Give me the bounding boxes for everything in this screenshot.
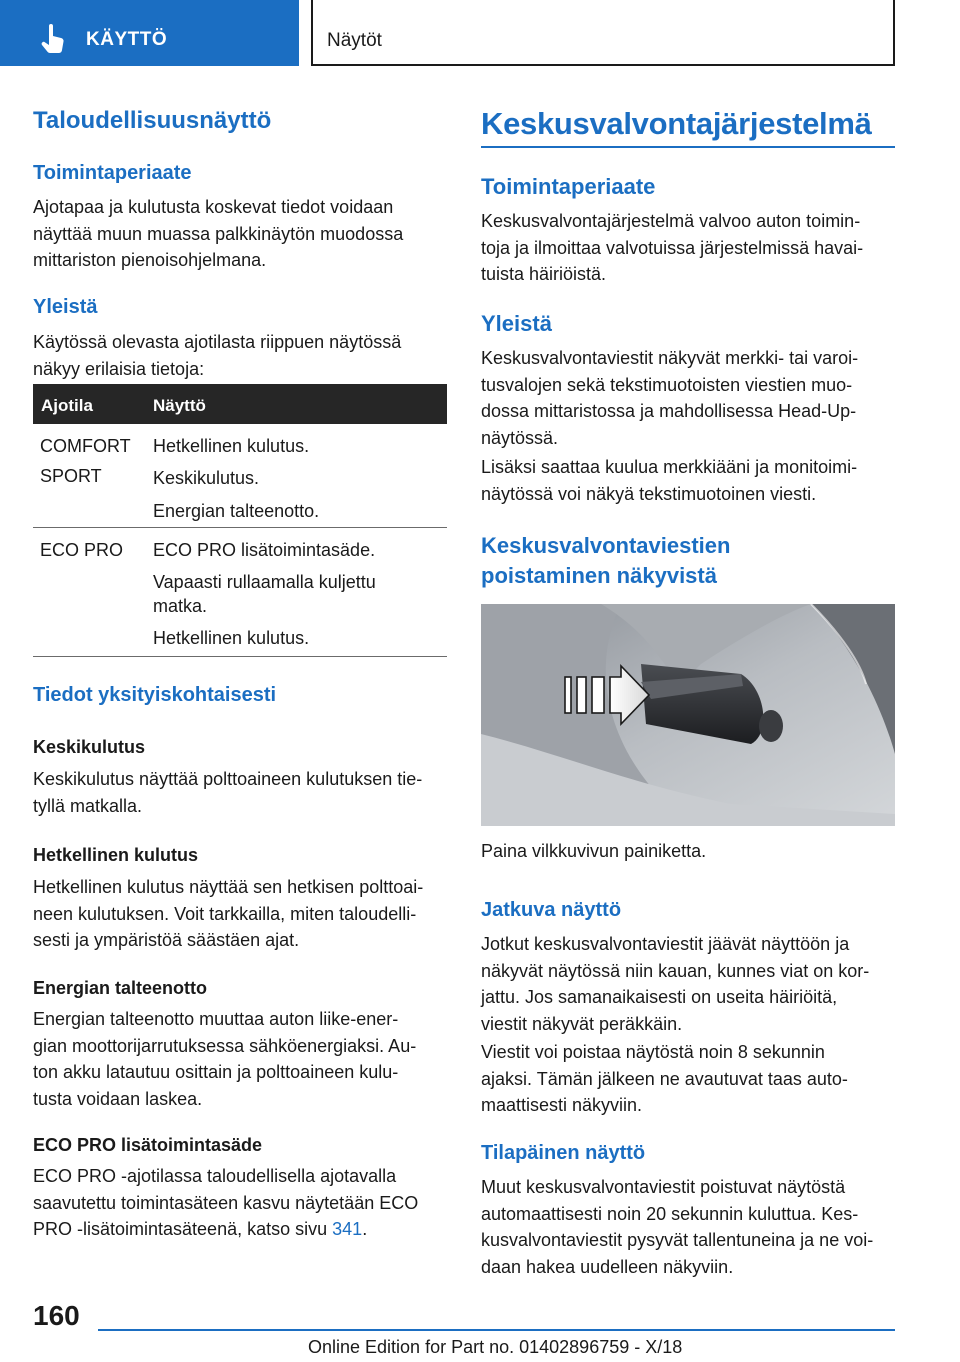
turn-signal-lever-image — [481, 604, 895, 826]
chapter-box — [311, 0, 895, 66]
subheading-recovery: Energian talteenotto — [33, 978, 208, 998]
section-tab[interactable] — [0, 0, 299, 66]
general-text: Käytössä olevasta ajotilasta riippuen näytössä näkyy erilaisia tietoja: — [33, 332, 402, 379]
display-cell: Hetkellinen kulutus. — [153, 628, 310, 648]
principle-text: Keskusvalvontajärjestelmä valvoo auton toimin- toja ja ilmoittaa valvotuissa järjestelmissä havai- tuista häiriöistä. — [481, 211, 864, 284]
temporary-text: Muut keskusvalvontaviestit poistuvat näytöstä automaattisesti noin 20 sekunnin kuluttua. Kes- kusvalvontaviestit pysyvät tallentuneina ja ne voi- daan hakea uudelleen näkyviin. — [481, 1177, 874, 1277]
recovery-text: Energian talteenotto muuttaa auton liike-ener- gian moottorijarrutuksessa sähköenergiaksi. Au- ton akku latautuu osittain ja polttoaineen kulu- tusta voidaan laskea. — [33, 1009, 417, 1109]
continuous-text-2: Viestit voi poistaa näytöstä noin 8 sekunnin ajaksi. Tämän jälkeen ne avautuvat taas auto- maattisesti näkyviin. — [481, 1042, 848, 1115]
average-text: Keskikulutus näyttää polttoaineen kulutuksen tie- tyllä matkalla. — [33, 769, 423, 816]
heading-general: Yleistä — [481, 311, 552, 336]
edition-text: Online Edition for Part no. 01402896759 - X/18 — [308, 1337, 683, 1357]
page-header — [0, 0, 960, 68]
heading-general: Yleistä — [33, 296, 98, 318]
table-divider — [33, 527, 447, 528]
mode-cell: COMFORT — [40, 436, 131, 456]
subheading-average: Keskikulutus — [33, 737, 146, 757]
display-cell: Vapaasti rullaamalla kuljettu — [153, 572, 376, 592]
section-title-economy: Taloudellisuusnäyttö — [33, 107, 272, 134]
display-cell: ECO PRO lisätoimintasäde. — [153, 540, 376, 560]
mode-cell: ECO PRO — [40, 540, 124, 560]
hand-pointer-icon — [40, 24, 66, 54]
title-underline — [481, 146, 895, 148]
footer-rule — [98, 1329, 895, 1331]
table-header — [33, 384, 447, 424]
heading-temporary: Tilapäinen näyttö — [481, 1142, 646, 1164]
general-text-2: Lisäksi saattaa kuulua merkkiääni ja monitoimi- näytössä voi näkyä tekstimuotoinen viesti. — [481, 457, 858, 504]
subheading-eco-pro: ECO PRO lisätoimintasäde — [33, 1135, 263, 1155]
image-caption: Paina vilkkuvivun painiketta. — [481, 841, 707, 861]
continuous-text-1: Jotkut keskusvalvontaviestit jäävät näyttöön ja näkyvät näytössä niin kauan, kunnes viat on kor- jattu. Jos samanaikaisesti on useita häiriöitä, viestit näkyvät peräkkäin. — [481, 934, 870, 1034]
column-header-mode: Ajotila — [41, 396, 93, 415]
display-cell: Keskikulutus. — [153, 468, 260, 488]
lever-illustration — [481, 604, 895, 826]
mode-cell: SPORT — [40, 466, 102, 486]
table-bottom-rule — [33, 656, 447, 657]
heading-principle: Toimintaperiaate — [33, 162, 192, 184]
display-cell: Energian talteenotto. — [153, 501, 320, 521]
subheading-instant: Hetkellinen kulutus — [33, 845, 199, 865]
page-link[interactable]: 341 — [332, 1219, 363, 1239]
display-cell: Hetkellinen kulutus. — [153, 436, 310, 456]
instant-text: Hetkellinen kulutus näyttää sen hetkisen polttoai- neen kulutuksen. Voit tarkkailla, miten taloudelli- sesti ja ympäristöä säästäen ajat. — [33, 877, 424, 950]
section-title-check-control: Keskusvalvontajärjestelmä — [481, 106, 872, 141]
page-number: 160 — [33, 1300, 80, 1331]
heading-principle: Toimintaperiaate — [481, 174, 656, 199]
heading-details: Tiedot yksityiskohtaisesti — [33, 684, 277, 706]
heading-removal: Keskusvalvontaviestien poistaminen näkyvistä — [481, 533, 731, 588]
chapter-label: Näytöt — [327, 30, 382, 51]
column-header-display: Näyttö — [153, 396, 206, 415]
section-label: KÄYTTÖ — [86, 29, 168, 50]
eco-pro-text: ECO PRO -ajotilassa taloudellisella ajotavalla saavutettu toimintasäteen kasvu näytetään ECO PRO -lisätoimintasäteenä, katso sivu 341. — [33, 1166, 419, 1239]
principle-text: Ajotapaa ja kulutusta koskevat tiedot voidaan näyttää muun muassa palkkinäytön muodossa mittariston pienoisohjelmana. — [33, 197, 404, 270]
heading-continuous: Jatkuva näyttö — [481, 899, 622, 921]
display-cell: matka. — [153, 596, 208, 616]
general-text-1: Keskusvalvontaviestit näkyvät merkki- tai varoi- tusvalojen sekä tekstimuotoisten viestien muo- dossa mittaristossa ja mahdollisessa Head-Up- näytössä. — [481, 348, 859, 448]
